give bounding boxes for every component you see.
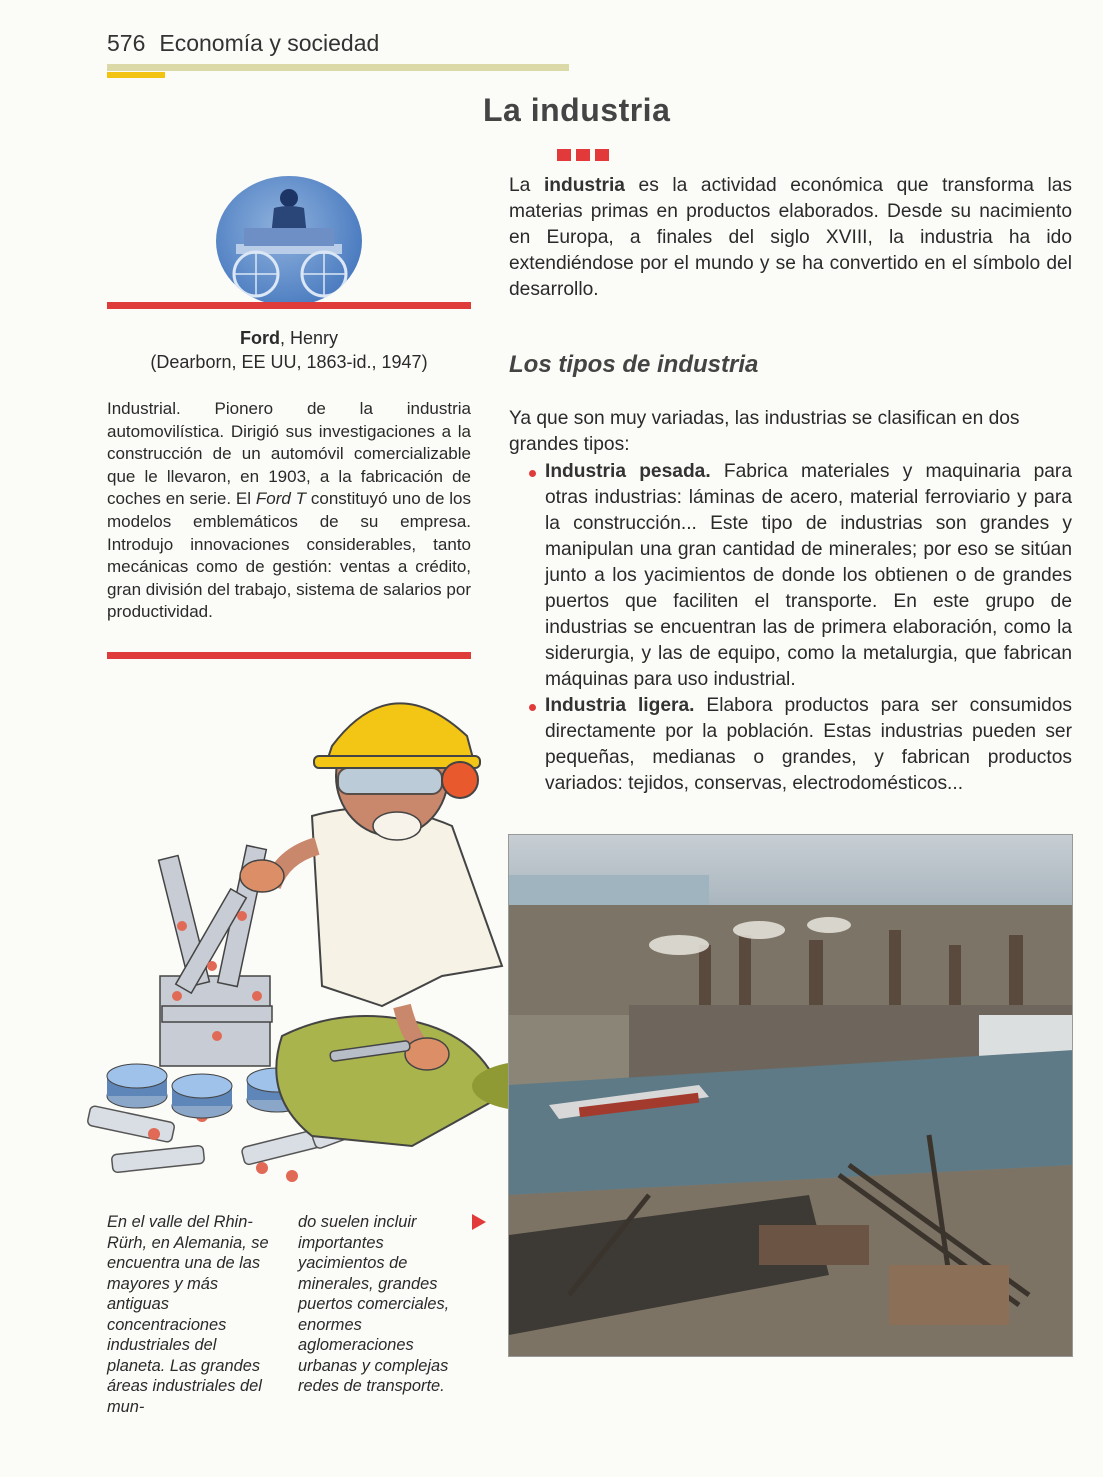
list-item: Industria ligera. Elabora productos para ser consumidos directamente por la población. Estas industrias pueden ser pequeñas, medianas o grandes, y fabrican productos variados: tejidos, conservas, electrodomésticos... bbox=[520, 693, 1072, 797]
bullet-icon bbox=[529, 704, 536, 711]
pointer-arrow-icon bbox=[472, 1214, 486, 1230]
ford-dates: (Dearborn, EE UU, 1863-id., 1947) bbox=[150, 352, 428, 372]
intro-paragraph: La industria es la actividad económica que transforma las materias primas en productos elaborados. Desde su nacimiento en Europa, a finales del siglo XVIII, la industria ha ido extendiéndose por el mundo y se ha convertido en el símbolo del desarrollo. bbox=[509, 175, 1073, 300]
divider bbox=[107, 652, 471, 659]
header-rule-accent bbox=[107, 72, 165, 78]
photo-caption-continued: do suelen incluir importantes yacimientos de minerales, grandes puertos comerciales, enormes aglomeraciones urbanas y complejas redes de transporte. bbox=[298, 1213, 450, 1395]
list-item: Industria pesada. Fabrica materiales y maquinaria para otras industrias: láminas de acero, material ferroviario y para la construcción... Este tipo de industrias son grandes y manipulan una gran cantidad de minerales; por eso se sitúan junto a los yacimientos de donde los obtienen o de grandes puertos que faciliten el transporte. En este grupo de industrias se encuentran las de primera elaboración, como la siderurgia, y las de equipo, como la metalurgia, que fabrican máquinas para uso industrial. bbox=[520, 459, 1072, 693]
page-number: 576 bbox=[107, 30, 146, 56]
running-header bbox=[107, 30, 379, 57]
photo-caption: En el valle del Rhin-Rürh, en Alemania, se encuentra una de las mayores y más antiguas concentraciones industriales del planeta. Las grandes áreas industriales del mun- bbox=[107, 1213, 269, 1416]
types-intro: Ya que son muy variadas, las industrias se clasifican en dos grandes tipos: bbox=[509, 408, 1020, 455]
header-rule bbox=[107, 64, 569, 71]
century: XVIII bbox=[825, 227, 868, 248]
page-title: La industria bbox=[483, 92, 671, 128]
industrial-area-photo bbox=[508, 834, 1073, 1357]
divider bbox=[107, 302, 471, 309]
intro-term: industria bbox=[543, 175, 625, 196]
ford-biography: Industrial. Pionero de la industria automovilística. Dirigió sus investigaciones a la construcción de un automóvil comercializable que le llevaron, en 1903, a la fabricación de coches en serie. El Ford T constituyó uno de los modelos emblemáticos de su empresa. Introdujo innovaciones considerables, tanto mecánicas como de gestión: ventas a crédito, gran división del trabajo, sistema de salarios por productividad. bbox=[107, 399, 471, 622]
title-ornament bbox=[557, 149, 609, 161]
ford-model: Ford T bbox=[255, 489, 307, 509]
bullet-icon bbox=[529, 470, 536, 477]
ford-portrait-image bbox=[216, 176, 362, 306]
ford-name: Ford, Henry (Dearborn, EE UU, 1863-id., 1947) bbox=[107, 326, 471, 374]
section-heading: Los tipos de industria bbox=[509, 351, 759, 378]
worker-illustration bbox=[82, 676, 522, 1198]
industry-types-list bbox=[520, 459, 1072, 797]
section-name: Economía y sociedad bbox=[159, 30, 380, 56]
